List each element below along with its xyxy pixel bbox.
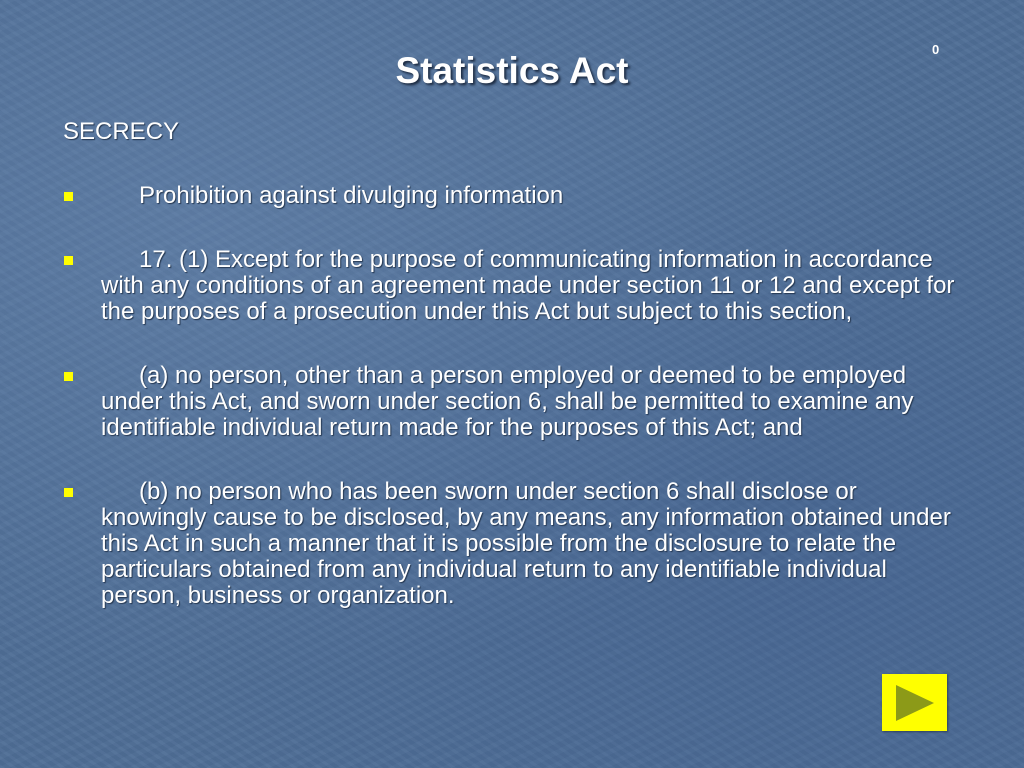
bullet-square-icon xyxy=(64,256,73,265)
bullet-item xyxy=(62,363,967,441)
bullet-text: (a) no person, other than a person employed or deemed to be employed under this Act, and sworn under section 6, shall be permitted to examine any identifiable individual return made for the purposes of this Act; and xyxy=(101,362,914,441)
slide-number: 0 xyxy=(932,42,940,57)
section-heading: SECRECY xyxy=(63,118,180,145)
bullet-item xyxy=(62,479,967,609)
bullet-square-icon xyxy=(64,192,73,201)
play-triangle-icon xyxy=(894,683,936,723)
bullet-text: Prohibition against divulging information xyxy=(139,182,564,209)
slide-title: Statistics Act xyxy=(395,50,629,91)
bullet-item xyxy=(62,183,967,209)
bullet-item xyxy=(62,247,967,325)
bullet-list xyxy=(62,183,967,647)
bullet-text: (b) no person who has been sworn under section 6 shall disclose or knowingly cause to be disclosed, by any means, any information obtained under this Act in such a manner that it is possible from the disclosure to relate the particulars obtained from any individual return to any identifiable individual person, business or organization. xyxy=(101,478,951,609)
next-slide-button[interactable] xyxy=(882,674,947,731)
bullet-square-icon xyxy=(64,372,73,381)
bullet-square-icon xyxy=(64,488,73,497)
bullet-text: 17. (1) Except for the purpose of communicating information in accordance with any conditions of an agreement made under section 11 or 12 and except for the purposes of a prosecution under this Act but subject to this section, xyxy=(101,246,955,325)
